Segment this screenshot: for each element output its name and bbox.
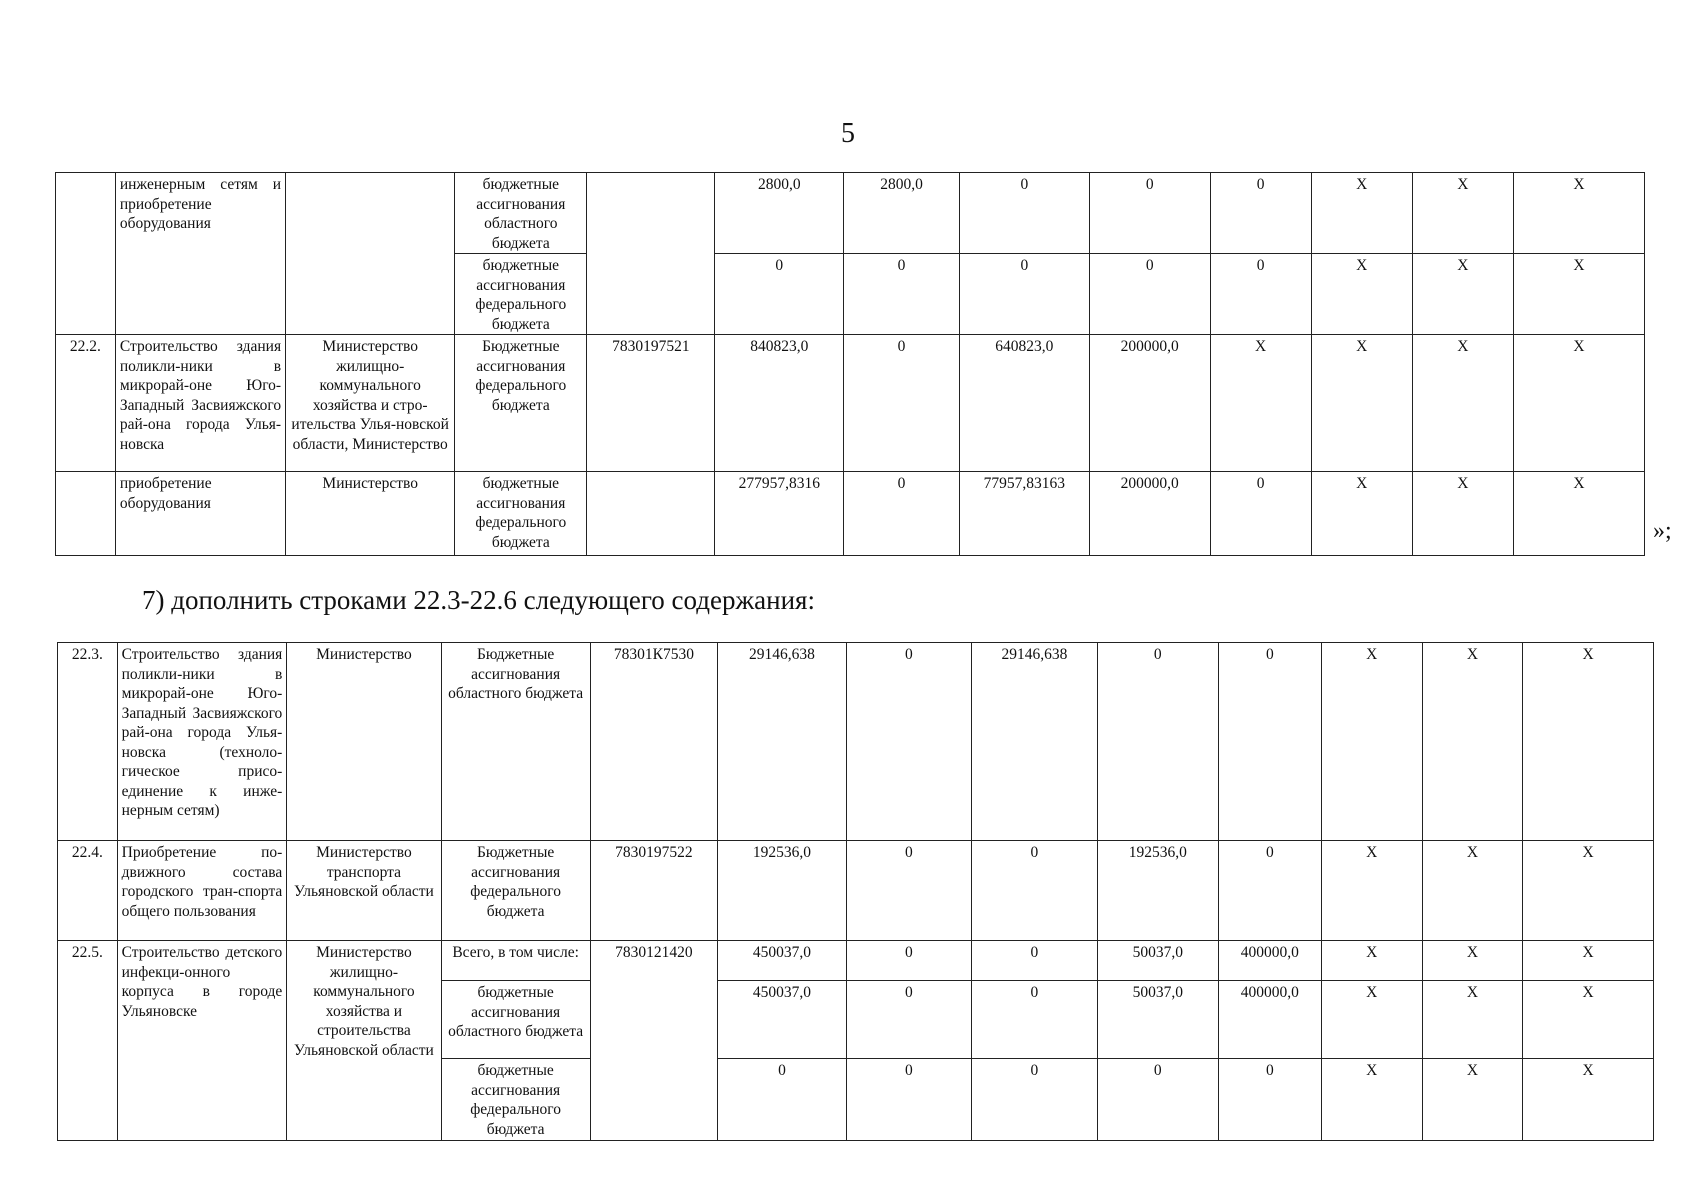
value-cell: 400000,0 [1218,941,1321,981]
row-number-cell: 22.5. [58,941,118,1141]
executor-cell [286,173,455,335]
measure-name-cell: Строительство детского инфекци-онного корпуса в городе Ульяновске [117,941,287,1141]
program-table-continuation [55,172,1645,556]
value-cell: 0 [844,254,960,335]
value-cell: 277957,8316 [715,472,844,556]
value-cell: 2800,0 [844,173,960,254]
value-cell: Х [1311,335,1412,472]
value-cell: 0 [972,841,1097,941]
value-cell: Х [1311,472,1412,556]
value-cell: Х [1412,173,1513,254]
value-cell: Х [1321,1059,1422,1141]
value-cell: 2800,0 [715,173,844,254]
value-cell: 0 [1097,643,1218,841]
value-cell: 450037,0 [718,941,847,981]
value-cell: Х [1412,335,1513,472]
measure-name-cell: приобретение оборудования [115,472,285,556]
executor-cell: Министерство жилищно-коммунального хозяйства и строительства Ульяновской области [287,941,441,1141]
value-cell: Х [1422,841,1523,941]
budget-code-cell: 7830121420 [590,941,718,1141]
funding-source-cell: Бюджетные ассигнования областного бюджета [441,643,590,841]
table-row [56,472,1645,556]
value-cell: 0 [1089,173,1210,254]
value-cell: Х [1210,335,1311,472]
value-cell: 450037,0 [718,981,847,1059]
value-cell: Х [1311,173,1412,254]
value-cell: 0 [1218,643,1321,841]
funding-source-cell: бюджетные ассигнования федерального бюджета [455,254,587,335]
value-cell: 192536,0 [718,841,847,941]
value-cell: 0 [972,941,1097,981]
value-cell: Х [1513,335,1644,472]
funding-source-cell: бюджетные ассигнования областного бюджета [455,173,587,254]
executor-cell: Министерство жилищно-коммунального хозяйства и стро-ительства Улья-новской области, Министерство [286,335,455,472]
value-cell: 0 [972,981,1097,1059]
value-cell: Х [1321,941,1422,981]
value-cell: 0 [715,254,844,335]
value-cell: 0 [844,335,960,472]
value-cell: Х [1523,941,1654,981]
value-cell: Х [1412,254,1513,335]
funding-source-cell: бюджетные ассигнования федерального бюджета [455,472,587,556]
value-cell: 0 [972,1059,1097,1141]
value-cell: 0 [1218,841,1321,941]
value-cell: 0 [1097,1059,1218,1141]
budget-code-cell [587,472,715,556]
row-number-cell: 22.3. [58,643,118,841]
measure-name-cell: инженерным сетям и приобретение оборудования [115,173,285,335]
value-cell: Х [1422,1059,1523,1141]
value-cell: 840823,0 [715,335,844,472]
value-cell: Х [1412,472,1513,556]
value-cell: 200000,0 [1089,472,1210,556]
executor-cell: Министерство транспорта Ульяновской области [287,841,441,941]
executor-cell: Министерство [286,472,455,556]
value-cell: 0 [846,1059,971,1141]
table-body [56,173,1645,556]
amendment-heading: 7) дополнить строками 22.3-22.6 следующего содержания: [142,585,815,615]
measure-name-cell: Строительство здания поликли-ники в микрорай-оне Юго-Западный Засвияжского рай-она города Улья-новска [115,335,285,472]
table-row [58,643,1654,841]
measure-name-cell: Приобретение по-движного состава городского тран-спорта общего пользования [117,841,287,941]
value-cell: 0 [959,254,1089,335]
value-cell: 0 [959,173,1089,254]
table-body [58,643,1654,1141]
value-cell: 50037,0 [1097,981,1218,1059]
budget-code-cell: 7830197521 [587,335,715,472]
value-cell: 400000,0 [1218,981,1321,1059]
value-cell: 0 [718,1059,847,1141]
executor-cell: Министерство [287,643,441,841]
value-cell: Х [1422,643,1523,841]
value-cell: Х [1523,1059,1654,1141]
value-cell: Х [1523,981,1654,1059]
value-cell: 50037,0 [1097,941,1218,981]
value-cell: 0 [846,841,971,941]
row-number-cell [56,472,116,556]
value-cell: Х [1422,941,1523,981]
value-cell: 0 [1089,254,1210,335]
value-cell: 0 [846,643,971,841]
value-cell: Х [1311,254,1412,335]
value-cell: 0 [1218,1059,1321,1141]
value-cell: 29146,638 [718,643,847,841]
budget-code-cell [587,173,715,335]
value-cell: Х [1422,981,1523,1059]
value-cell: 29146,638 [972,643,1097,841]
value-cell: 0 [846,941,971,981]
value-cell: 0 [1210,254,1311,335]
row-number-cell: 22.2. [56,335,116,472]
row-number-cell: 22.4. [58,841,118,941]
page-number: 5 [841,118,855,149]
funding-source-cell: бюджетные ассигнования федерального бюджета [441,1059,590,1141]
table-row [58,841,1654,941]
value-cell: Х [1523,841,1654,941]
funding-source-cell: Бюджетные ассигнования федерального бюджета [441,841,590,941]
table-row [58,941,1654,981]
funding-source-cell: Бюджетные ассигнования федерального бюджета [455,335,587,472]
value-cell: Х [1513,173,1644,254]
funding-source-cell: бюджетные ассигнования областного бюджета [441,981,590,1059]
value-cell: Х [1523,643,1654,841]
value-cell: Х [1321,643,1422,841]
funding-source-cell: Всего, в том числе: [441,941,590,981]
value-cell: 640823,0 [959,335,1089,472]
program-table-new-rows [57,642,1654,1141]
value-cell: 192536,0 [1097,841,1218,941]
row-number-cell [56,173,116,335]
value-cell: 77957,83163 [959,472,1089,556]
budget-code-cell: 78301К7530 [590,643,718,841]
value-cell: 200000,0 [1089,335,1210,472]
value-cell: Х [1321,981,1422,1059]
table-row [56,335,1645,472]
value-cell: 0 [846,981,971,1059]
value-cell: 0 [1210,173,1311,254]
value-cell: Х [1321,841,1422,941]
table-row [56,173,1645,254]
measure-name-cell: Строительство здания поликли-ники в микрорай-оне Юго-Западный Засвияжского рай-она города Улья-новска (техноло-гическое присо-единение к инже-нерным сетям) [117,643,287,841]
value-cell: Х [1513,254,1644,335]
value-cell: 0 [1210,472,1311,556]
budget-code-cell: 7830197522 [590,841,718,941]
value-cell: 0 [844,472,960,556]
value-cell: Х [1513,472,1644,556]
closing-quote: »; [1653,518,1672,544]
